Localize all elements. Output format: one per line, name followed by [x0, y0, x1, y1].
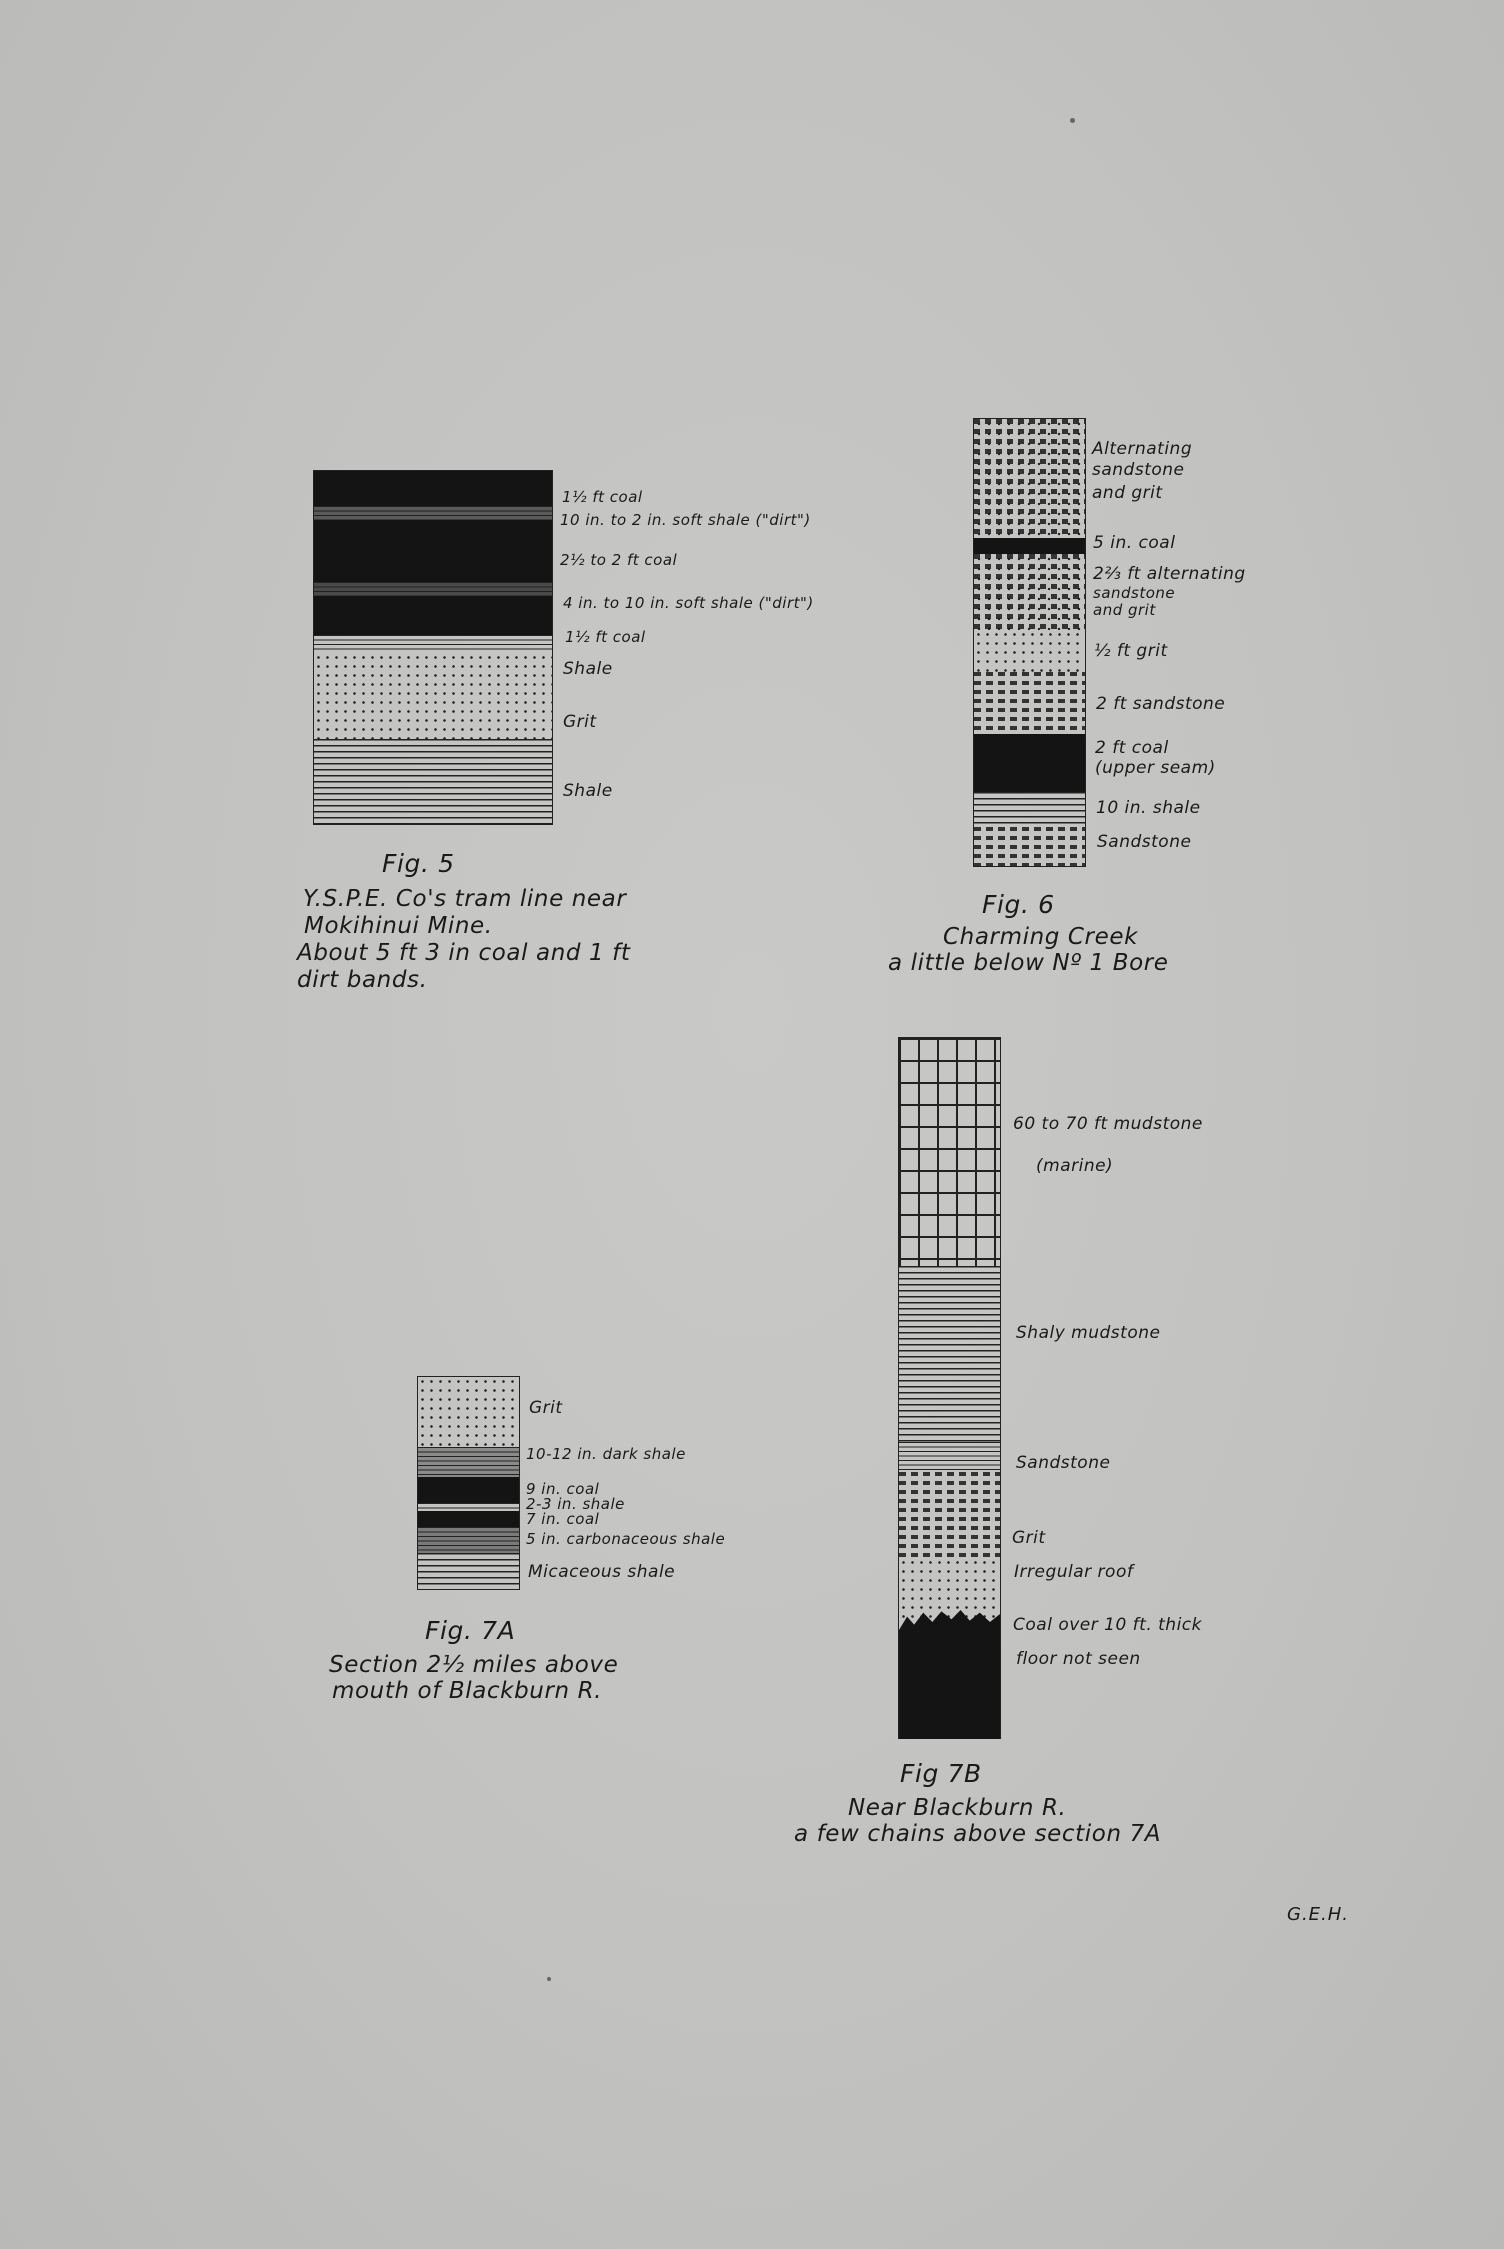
- fig7a-layer-coal: [418, 1477, 519, 1503]
- fig5-layer-dirt: [314, 582, 552, 596]
- fig6-label: (upper seam): [1095, 758, 1216, 778]
- fig7a-title: Fig. 7A: [425, 1616, 516, 1645]
- fig7b-label: Irregular roof: [1014, 1562, 1134, 1582]
- fig7b-label: 60 to 70 ft mudstone: [1013, 1114, 1203, 1134]
- fig7b-caption: a few chains above section 7A: [794, 1821, 1162, 1847]
- fig6-label: Alternating: [1092, 439, 1193, 459]
- fig5-label: 2½ to 2 ft coal: [560, 551, 678, 569]
- fig6-layer-grit: [974, 630, 1085, 672]
- fig6-label: ½ ft grit: [1094, 641, 1168, 661]
- fig7a-layer-carbonaceous-shale: [418, 1527, 519, 1553]
- fig5-label: 4 in. to 10 in. soft shale ("dirt"): [563, 594, 814, 612]
- fig5-layer-shale: [314, 739, 552, 824]
- fig5-layer-coal: [314, 520, 552, 582]
- fig6-label: Sandstone: [1097, 832, 1192, 852]
- fig6-caption: a little below Nº 1 Bore: [888, 950, 1169, 976]
- fig5-label: 1½ ft coal: [565, 628, 646, 646]
- fig6-layer-alt-sandstone-grit: [974, 554, 1085, 630]
- fig7a-label: 9 in. coal: [526, 1480, 600, 1498]
- fig7b-label: Sandstone: [1016, 1453, 1111, 1473]
- fig7b-label: Grit: [1012, 1528, 1046, 1548]
- fig7a-label: Grit: [529, 1398, 563, 1418]
- fig7b-label: (marine): [1036, 1156, 1114, 1176]
- fig7a-layer-coal: [418, 1511, 519, 1527]
- fig7a-caption: Section 2½ miles above: [329, 1652, 619, 1678]
- fig6-label: and grit: [1093, 601, 1156, 619]
- fig6-layer-shale: [974, 792, 1085, 827]
- fig7b-layer-grit: [899, 1558, 1000, 1618]
- fig6-title: Fig. 6: [982, 890, 1055, 919]
- fig5-label: 1½ ft coal: [562, 488, 643, 506]
- fig7b-label: floor not seen: [1016, 1649, 1141, 1669]
- fig7a-label: 2-3 in. shale: [526, 1495, 625, 1513]
- fig6-label: 2 ft coal: [1095, 738, 1169, 758]
- fig6-label: 5 in. coal: [1093, 533, 1176, 553]
- fig5-caption: About 5 ft 3 in coal and 1 ft: [297, 940, 631, 966]
- fig7b-layer-shale-transition: [899, 1442, 1000, 1472]
- fig5-title: Fig. 5: [382, 849, 455, 878]
- fig7b-layer-coal: [899, 1606, 1000, 1739]
- fig5-label: 10 in. to 2 in. soft shale ("dirt"): [560, 511, 811, 529]
- fig6-layer-sandstone: [974, 827, 1085, 866]
- fig5-caption: Mokihinui Mine.: [304, 913, 493, 939]
- fig7a-layer-dark-shale: [418, 1447, 519, 1477]
- fig5-column: [313, 470, 553, 825]
- paper-speck: [547, 1977, 551, 1981]
- paper-speck: [1070, 118, 1075, 123]
- fig6-layer-alt-sandstone-grit: [974, 419, 1085, 538]
- fig7a-column: [417, 1376, 520, 1590]
- fig5-layer-coal: [314, 596, 552, 635]
- fig7a-label: 7 in. coal: [526, 1510, 600, 1528]
- fig6-layer-coal: [974, 734, 1085, 792]
- fig6-column: [973, 418, 1086, 867]
- fig7a-layer-grit: [418, 1377, 519, 1447]
- fig5-layer-grit: [314, 653, 552, 739]
- fig6-label: sandstone: [1092, 460, 1185, 480]
- fig5-layer-coal: [314, 471, 552, 506]
- fig7a-label: 5 in. carbonaceous shale: [526, 1530, 726, 1548]
- fig5-label: Shale: [563, 781, 613, 801]
- fig6-label: 2⅔ ft alternating: [1093, 564, 1246, 584]
- fig6-label: sandstone: [1093, 584, 1176, 602]
- fig6-label: and grit: [1092, 483, 1163, 503]
- author-initials: G.E.H.: [1287, 1904, 1350, 1925]
- fig5-label: Grit: [563, 712, 597, 732]
- fig7a-caption: mouth of Blackburn R.: [332, 1678, 603, 1704]
- fig7b-layer-shaly-mudstone: [899, 1266, 1000, 1442]
- fig7b-label: Coal over 10 ft. thick: [1013, 1615, 1202, 1635]
- fig7b-caption: Near Blackburn R.: [848, 1795, 1067, 1821]
- fig7a-label: 10-12 in. dark shale: [526, 1445, 686, 1463]
- fig7a-layer-micaceous-shale: [418, 1553, 519, 1589]
- fig5-layer-shale: [314, 635, 552, 653]
- fig5-label: Shale: [563, 659, 613, 679]
- fig7a-layer-shale: [418, 1503, 519, 1511]
- fig7b-label: Shaly mudstone: [1016, 1323, 1161, 1343]
- fig6-label: 10 in. shale: [1096, 798, 1201, 818]
- fig7b-layer-mudstone: [899, 1038, 1000, 1266]
- fig7a-label: Micaceous shale: [528, 1562, 676, 1582]
- fig5-caption: dirt bands.: [297, 967, 428, 993]
- fig6-layer-coal: [974, 538, 1085, 554]
- fig5-caption: Y.S.P.E. Co's tram line near: [303, 886, 627, 912]
- fig7b-layer-sandstone: [899, 1472, 1000, 1558]
- fig7b-title: Fig 7B: [900, 1759, 982, 1788]
- fig5-layer-dirt: [314, 506, 552, 520]
- fig6-label: 2 ft sandstone: [1096, 694, 1226, 714]
- fig6-layer-sandstone: [974, 672, 1085, 734]
- fig6-caption: Charming Creek: [943, 924, 1139, 950]
- fig7b-column: [898, 1037, 1001, 1739]
